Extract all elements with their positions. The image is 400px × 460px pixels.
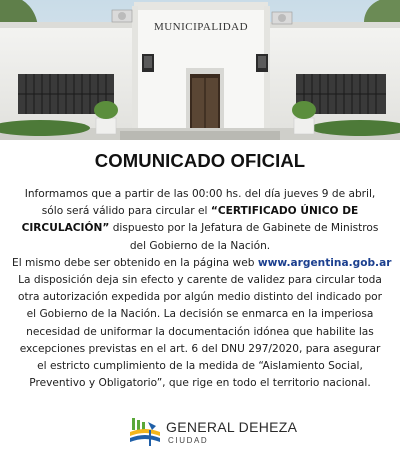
body-line: sólo será válido para circular el “CERTIFICADO ÚNICO DE <box>41 205 359 218</box>
logo-name: GENERAL DEHEZA <box>166 419 298 435</box>
body-line: El mismo debe ser obtenido en la página web www.argentina.gob.ar <box>12 256 392 269</box>
body-line: del Gobierno de la Nación. <box>129 239 271 252</box>
certificate-name-emphasis: CIRCULACIÓN” <box>21 222 110 235</box>
body-line: Informamos que a partir de las 00:00 hs. del día jueves 9 de abril, <box>24 188 376 200</box>
logo-subtitle: CIUDAD <box>168 436 209 445</box>
body-line: CIRCULACIÓN” dispuesto por la Jefatura de Gabinete de Ministros <box>21 222 379 235</box>
body-line: necesidad de uniformar la documentación idónea que habilite las <box>26 325 374 338</box>
body-line: Preventivo y Obligatorio”, que rige en todo el territorio nacional. <box>29 377 371 390</box>
announcement-body <box>12 186 392 392</box>
municipal-building-photo <box>0 0 400 140</box>
page-title: COMUNICADO OFICIAL <box>94 150 306 171</box>
building-sign-text: MUNICIPALIDAD <box>153 21 249 33</box>
body-line: excepciones previstas en el art. 6 del DNU 297/2020, para asegurar <box>19 342 381 355</box>
body-line: La disposición deja sin efecto y carente de validez para circular toda <box>18 274 382 287</box>
website-link[interactable]: www.argentina.gob.ar <box>257 256 392 269</box>
certificate-name-emphasis: “CERTIFICADO ÚNICO DE <box>210 205 359 218</box>
body-line: el Gobierno de la Nación. La decisión se enmarca en la imperiosa <box>26 308 374 321</box>
body-line: otra autorización expedida por algún medio distinto del indicado por <box>17 291 383 304</box>
general-deheza-logo <box>128 416 298 450</box>
body-line: el estricto cumplimiento de la medida de “Aislamiento Social, <box>37 360 363 373</box>
city-emblem-icon <box>128 416 162 450</box>
